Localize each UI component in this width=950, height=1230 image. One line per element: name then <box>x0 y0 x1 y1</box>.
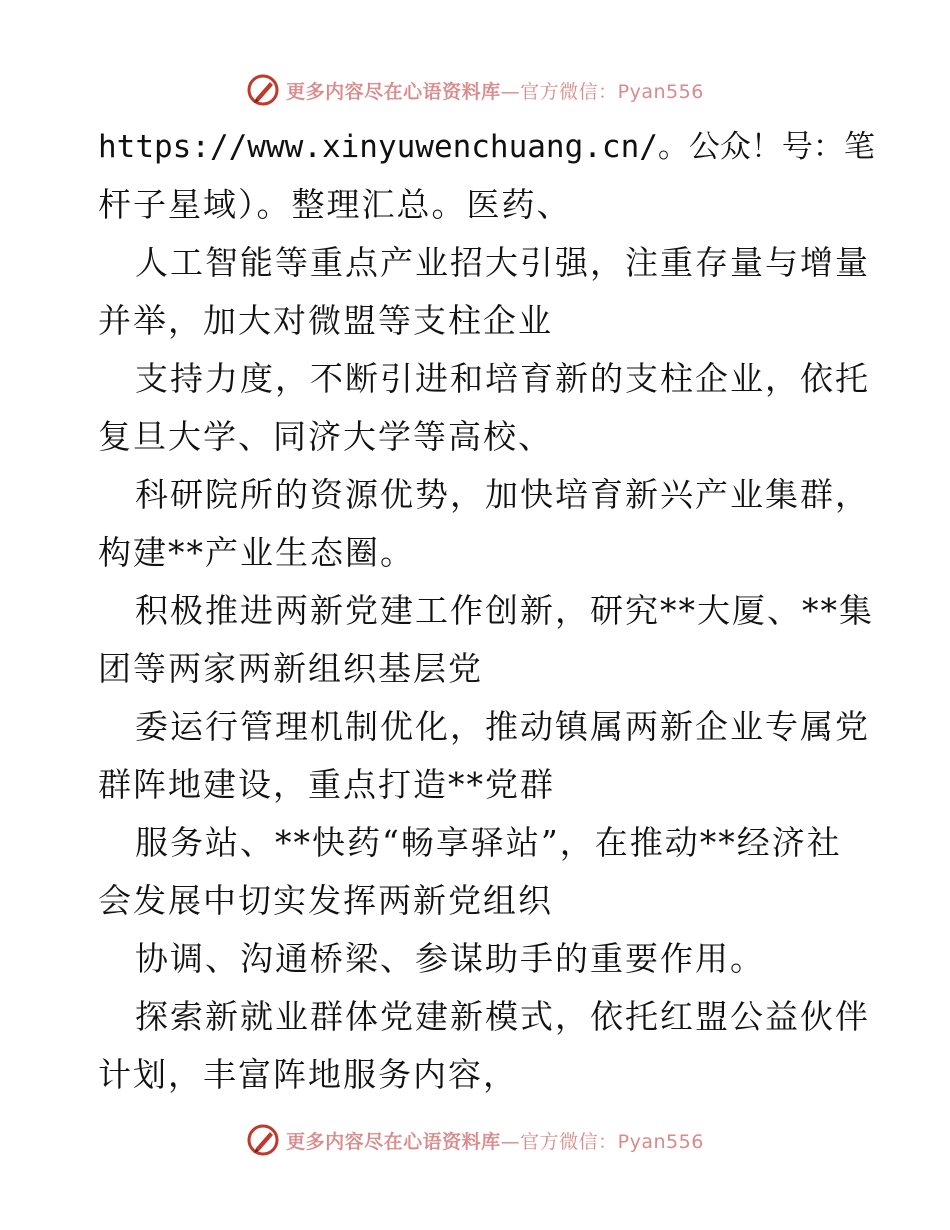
pen-logo-icon <box>246 73 280 107</box>
body-line: 计划，丰富阵地服务内容， <box>98 1055 518 1094</box>
body-line: 积极推进两新党建工作创新，研究**大厦、**集 <box>135 591 874 630</box>
body-line: 服务站、**快药“畅享驿站”，在推动**经济社 <box>135 823 842 862</box>
body-line: 杆子星域）。整理汇总。医药、 <box>98 185 572 224</box>
document-body <box>98 118 875 1104</box>
body-line: 人工智能等重点产业招大引强，注重存量与增量 <box>135 243 870 282</box>
body-line: 复旦大学、同济大学等高校、 <box>98 417 553 456</box>
body-line: 科研院所的资源优势，加快培育新兴产业集群， <box>135 475 870 514</box>
body-line: 团等两家两新组织基层党 <box>98 649 483 688</box>
body-line: https://www.xinyuwenchuang.cn/。公众！号：笔 <box>98 129 875 165</box>
body-line: 构建**产业生态圈。 <box>98 533 415 572</box>
body-line: 群阵地建设，重点打造**党群 <box>98 765 555 804</box>
header-banner-text: 更多内容尽在心语资料库—官方微信：Pyan556 <box>286 80 704 103</box>
body-line: 探索新就业群体党建新模式，依托红盟公益伙伴 <box>135 997 870 1036</box>
body-line: 支持力度，不断引进和培育新的支柱企业，依托 <box>135 359 870 398</box>
body-line: 会发展中切实发挥两新党组织 <box>98 881 553 920</box>
pen-logo-icon <box>246 1123 280 1157</box>
footer-banner-text: 更多内容尽在心语资料库—官方微信：Pyan556 <box>286 1130 704 1153</box>
body-line: 委运行管理机制优化，推动镇属两新企业专属党 <box>135 707 870 746</box>
footer-banner <box>0 1120 950 1160</box>
header-banner <box>0 70 950 110</box>
body-line: 并举，加大对微盟等支柱企业 <box>98 301 553 340</box>
body-line: 协调、沟通桥梁、参谋助手的重要作用。 <box>135 939 765 978</box>
